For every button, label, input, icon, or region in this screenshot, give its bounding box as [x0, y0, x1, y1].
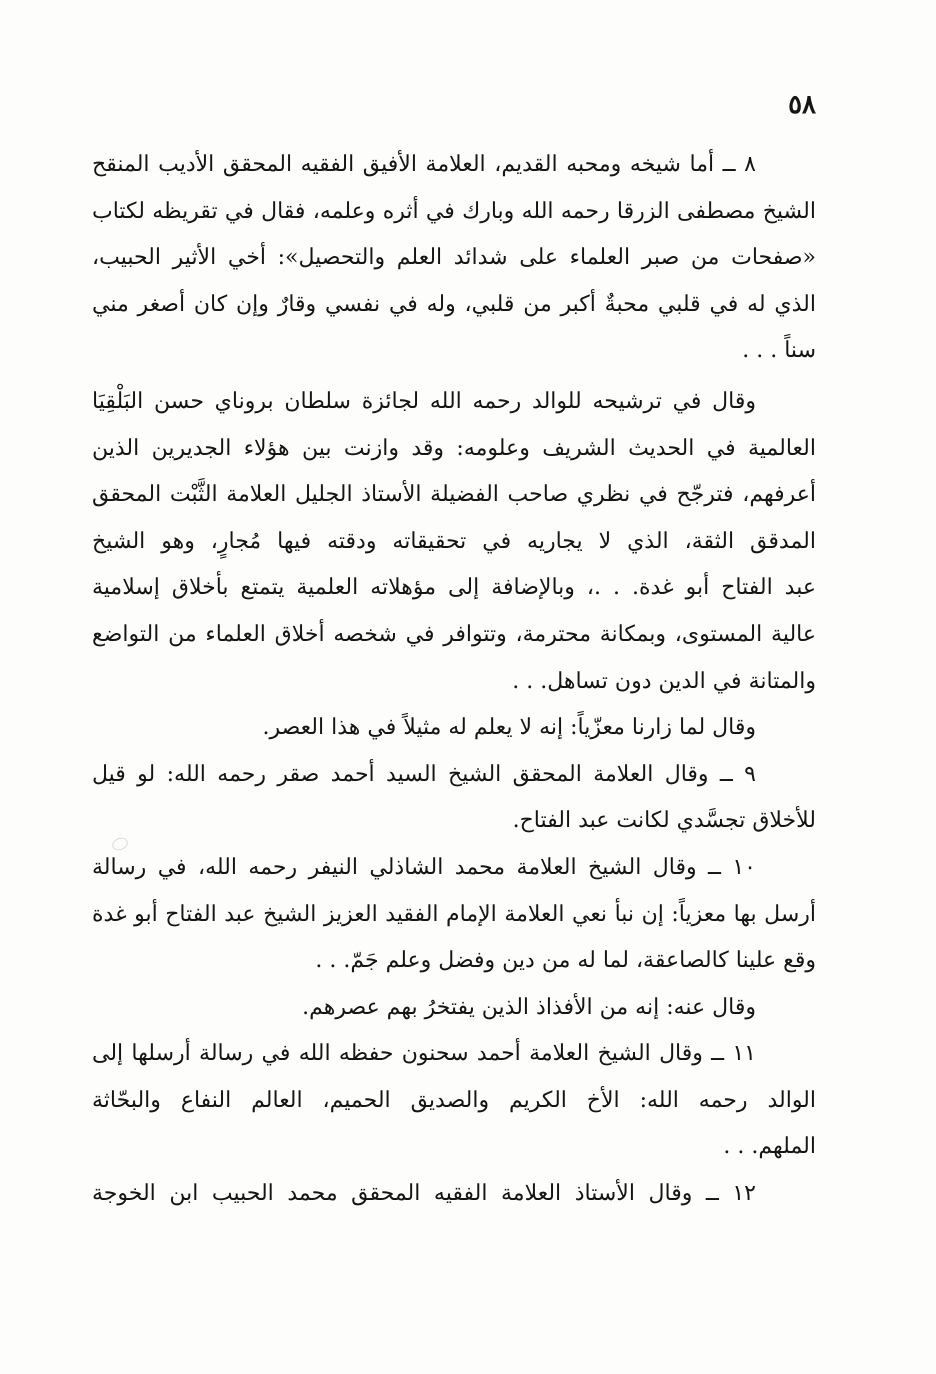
paragraph-12: [92, 1171, 816, 1218]
paragraph-11: [92, 1031, 816, 1171]
text-line: ١٢ ــ وقال الأستاذ العلامة الفقيه المحقق محمد الحبيب ابن الخوجة: [92, 1181, 756, 1207]
text-line: الشيخ مصطفى الزرقا رحمه الله وبارك في أثره وعلمه، فقال في تقريظه لكتاب: [92, 198, 816, 224]
text-line: الملهم. . .: [723, 1134, 816, 1160]
text-line: عالية المستوى، وبمكانة محترمة، وتتوافر في شخصه أخلاق العلماء من التواضع: [92, 621, 816, 647]
text-line: والمتانة في الدين دون تساهل. . .: [512, 668, 816, 694]
paragraph-8: [92, 142, 816, 375]
text-line: العالمية في الحديث الشريف وعلومه: وقد وازنت بين هؤلاء الجديرين الذين: [92, 435, 816, 461]
page-number: ٥٨: [788, 90, 816, 120]
text-line: وقال في ترشيحه للوالد رحمه الله لجائزة سلطان بروناي حسن البَلْقِيَا: [92, 388, 756, 414]
text-line: أرسل بها معزياً: إن نبأ نعي العلامة الإمام الفقيد العزيز الشيخ عبد الفتاح أبو غدة: [92, 901, 816, 927]
text-line: عبد الفتاح أبو غدة. . .، وبالإضافة إلى مؤهلاته العلمية يتمتع بأخلاق إسلامية: [92, 575, 816, 601]
paragraph-10: [92, 845, 816, 985]
text-line: ٩ ــ وقال العلامة المحقق الشيخ السيد أحمد صقر رحمه الله: لو قيل: [92, 761, 756, 787]
text-line: ٨ ــ أما شيخه ومحبه القديم، العلامة الأفيق الفقيه المحقق الأديب المنقح: [92, 152, 756, 177]
text-line: الوالد رحمه الله: الأخ الكريم والصديق الحميم، العالم النفاع والبحّاثة: [92, 1087, 816, 1113]
text-line: وقال عنه: إنه من الأفذاذ الذين يفتخرُ بهم عصرهم.: [302, 994, 756, 1020]
paragraph-10-continued: [92, 985, 816, 1032]
text-line: الذي له في قلبي محبةٌ أكبر من قلبي، وله في نفسي وقارٌ وإن كان أصغر مني: [92, 291, 816, 317]
text-line: «صفحات من صبر العلماء على شدائد العلم والتحصيل»: أخي الأثير الحبيب،: [92, 245, 816, 271]
paragraph-8-nomination: [92, 379, 816, 705]
text-line: للأخلاق تجسَّدي لكانت عبد الفتاح.: [512, 808, 816, 834]
paragraph-8-visit: [92, 705, 816, 752]
text-line: سناً . . .: [742, 338, 816, 364]
text-line: أعرفهم، فترجّح في نظري صاحب الفضيلة الأستاذ الجليل العلامة الثَّبْت المحقق: [92, 482, 816, 508]
text-line: وقع علينا كالصاعقة، لما له من دين وفضل وعلم جَمّ. . .: [315, 948, 816, 974]
body-text: [92, 142, 816, 1218]
text-line: ١٠ ــ وقال الشيخ العلامة محمد الشاذلي النيفر رحمه الله، في رسالة: [92, 854, 756, 880]
paragraph-9: [92, 752, 816, 845]
text-line: وقال لما زارنا معزّياً: إنه لا يعلم له مثيلاً في هذا العصر.: [262, 715, 756, 741]
text-line: المدقق الثقة، الذي لا يجاريه في تحقيقاته ودقته فيها مُجارٍ، وهو الشيخ: [92, 528, 816, 554]
text-line: ١١ ــ وقال الشيخ العلامة أحمد سحنون حفظه الله في رسالة أرسلها إلى: [92, 1041, 756, 1067]
